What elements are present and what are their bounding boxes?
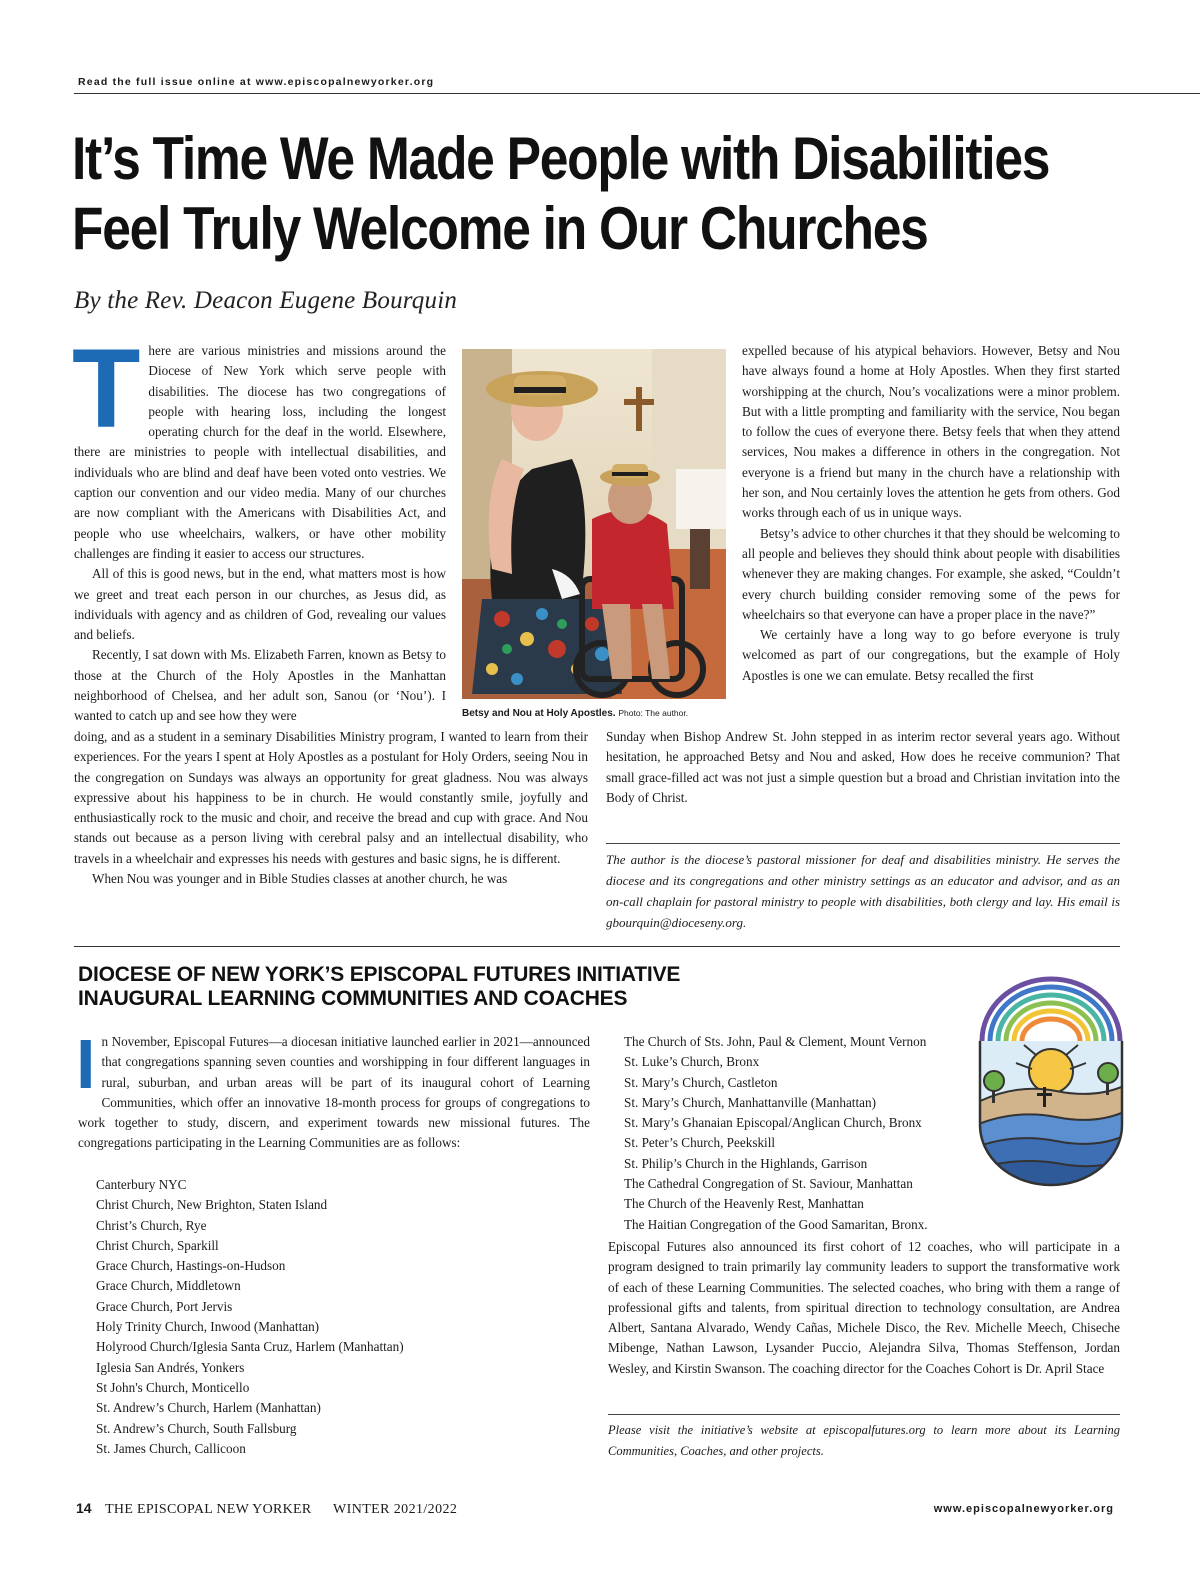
top-line: Read the full issue online at www.episcopalnewyorker.org <box>78 76 435 88</box>
list-item: Iglesia San Andrés, Yonkers <box>96 1359 245 1375</box>
section-drop-cap: I <box>76 1025 96 1103</box>
article-photo <box>462 349 726 699</box>
list-item: Canterbury NYC <box>96 1177 187 1192</box>
list-item: St John's Church, Monticello <box>96 1379 250 1395</box>
article-paragraph-5: expelled because of his atypical behaviors. However, Betsy and Nou have always found a home at Holy Apostles. When they first started worshipping at the church, Nou’s vocalizations were a minor problem. But with a little prompting and familiarity with the service, Nou began to follow the cues of everyone there. Betsy feels that when they attend services, Nou makes a difference in others in the congregation. Not everyone is a friend but many in the church have a relationship with her son, and Nou certainly loves the attention he gets from others. God works through each of us in unique ways. <box>742 343 1120 521</box>
congregation-list-left <box>96 1175 404 1459</box>
photo-betsy-and-nou <box>462 349 726 699</box>
list-item: St. James Church, Callicoon <box>96 1440 246 1456</box>
list-item: Christ’s Church, Rye <box>96 1217 207 1233</box>
section-title-line-1: DIOCESE OF NEW YORK’S EPISCOPAL FUTURES INITIATIVE <box>78 963 681 986</box>
article-column-right-wide <box>606 727 1120 808</box>
section-title <box>78 963 680 1011</box>
episcopal-futures-logo <box>976 975 1126 1187</box>
article-paragraph-2: All of this is good news, but in the end, what matters most is how we greet and treat each person in our churches, as Jesus did, as individuals with agency and as children of God, revealing our values and beliefs. <box>74 566 446 643</box>
section-title-line-2: INAUGURAL LEARNING COMMUNITIES AND COACHES <box>78 987 628 1010</box>
visit-note-divider <box>608 1414 1120 1415</box>
coaches-paragraph <box>608 1237 1120 1379</box>
headline-line-2: Feel Truly Welcome in Our Churches <box>72 195 928 262</box>
list-item: The Church of Sts. John, Paul & Clement, Mount Vernon <box>624 1034 927 1049</box>
list-item: Christ Church, Sparkill <box>96 1237 219 1253</box>
drop-cap: T <box>72 326 141 451</box>
list-item: St. Peter’s Church, Peekskill <box>624 1135 776 1151</box>
list-item: The Cathedral Congregation of St. Saviour, Manhattan <box>624 1176 913 1192</box>
list-item: The Church of the Heavenly Rest, Manhattan <box>624 1196 864 1212</box>
list-item: Grace Church, Hastings-on-Hudson <box>96 1258 286 1274</box>
author-note-divider <box>606 843 1120 844</box>
article-paragraph-4: When Nou was younger and in Bible Studies classes at another church, he was <box>92 871 508 887</box>
article-paragraph-7-cont: Sunday when Bishop Andrew St. John stepped in as interim rector several years ago. Without hesitation, he approached Betsy and Nou and asked, How does he receive communion? That small grace-filled act was not just a simple question but a broad and Christian invitation into the Body of Christ. <box>606 729 1120 805</box>
list-item: Holyrood Church/Iglesia Santa Cruz, Harlem (Manhattan) <box>96 1339 404 1355</box>
headline <box>72 124 1050 264</box>
list-item: St. Andrew’s Church, Harlem (Manhattan) <box>96 1400 321 1416</box>
article-paragraph-3: Recently, I sat down with Ms. Elizabeth Farren, known as Betsy to those at the Church of the Holy Apostles in the Manhattan neighborhood of Chelsea, and her adult son, Sanou (or ‘Nou’). I wanted to catch up and see how they were <box>74 647 446 724</box>
page-number: 14 <box>76 1500 92 1516</box>
headline-line-1: It’s Time We Made People with Disabilities <box>72 125 1050 192</box>
article-paragraph-6: Betsy’s advice to other churches it that they should be welcoming to all people and believes they should think about people with disabilities whenever they are making changes. For example, she asked, “Couldn’t every church building consider removing some of the pews for wheelchairs so that everyone can have a proper place in the nave?” <box>742 525 1121 622</box>
list-item: St. Andrew’s Church, South Fallsburg <box>96 1420 297 1436</box>
rainbow-sun-church-icon <box>976 975 1126 1187</box>
section-intro <box>76 1025 590 1154</box>
list-item: St. Mary’s Church, Manhattanville (Manhattan) <box>624 1094 876 1110</box>
issue-label: WINTER 2021/2022 <box>333 1502 458 1517</box>
list-item: St. Mary’s Ghanaian Episcopal/Anglican Church, Bronx <box>624 1115 922 1131</box>
footer-website: www.episcopalnewyorker.org <box>933 1503 1114 1515</box>
photo-credit: Photo: The author. <box>618 708 689 718</box>
article-paragraph-1: There are various ministries and missions around the Diocese of New York which serve people with disabilities. The diocese has two congregations of people with hearing loss, including the longest operating church for the deaf in the world. Elsewhere, there are ministries to people with intellectual disabilities, and individuals who are blind and deaf have been voted onto vestries. We caption our convention and our video media. Many of our churches are now compliant with the Americans with Disabilities Act, and people who use wheelchairs, walkers, or have other mobility challenges are finding it easier to access our structures. <box>72 326 446 561</box>
article-paragraph-3-cont: doing, and as a student in a seminary Disabilities Ministry program, I wanted to learn from their experiences. For the years I spent at Holy Apostles as a postulant for Holy Orders, seeing Nou in the congregation on Sundays was always an opportunity for great gladness. Nou was always expressive about his happiness to be in church. He would constantly smile, joyfully and enthusiastically rock to the music and choir, and receive the bread and cup with grace. And Nou stands out because as a person living with cerebral palsy and an intellectual disability, who travels in a wheelchair and expresses his needs with gestures and basic signs, he is different. <box>74 729 588 866</box>
footer-left <box>76 1500 457 1518</box>
article-column-right <box>742 341 1120 686</box>
list-item: The Haitian Congregation of the Good Samaritan, Bronx. <box>624 1216 928 1232</box>
article-column-left-wide <box>74 727 588 889</box>
list-item: Grace Church, Port Jervis <box>96 1298 233 1314</box>
list-item: St. Mary’s Church, Castleton <box>624 1074 778 1090</box>
coaches-text: Episcopal Futures also announced its first cohort of 12 coaches, who will participate in a program designed to train primarily lay community leaders to support the transformative work of each of these Learning Communities. The selected coaches, who bring with them a range of professional gifts and talents, from spiritual direction to technology consultation, are Andrea Albert, Santana Alvarado, Wendy Cañas, Michele Disco, the Rev. Michelle Meech, Chiseche Mibenge, Nathan Lawson, Lysander Puccio, Alejandra Silva, Thomas Steffenson, Jordan Wesley, and Kirstin Swanson. The coaching director for the Coaches Cohort is Dr. April Stace <box>608 1239 1120 1376</box>
top-divider <box>74 93 1200 94</box>
photo-caption <box>462 708 688 719</box>
list-item: Christ Church, New Brighton, Staten Island <box>96 1197 328 1213</box>
section-intro-paragraph: In November, Episcopal Futures—a diocesan initiative launched earlier in 2021—announced that congregations spanning seven counties and worshipping in four different languages in rural, suburban, and urban areas will be part of its inaugural cohort of Learning Communities, which offer an innovative 18-month process for groups of congregations to work together to study, discern, and experiment towards new missional futures. The congregations participating in the Learning Communities are as follows: <box>76 1025 590 1151</box>
article-paragraph-7: We certainly have a long way to go before everyone is truly welcomed as part of our congregations, but the example of Holy Apostles is one we can emulate. Betsy recalled the first <box>742 627 1120 683</box>
author-note: The author is the diocese’s pastoral missioner for deaf and disabilities ministry. He serves the diocese and its congregations and other ministry settings as an educator and advisor, and as an on-call chaplain for pastoral ministry to people with disabilities, both clergy and lay. His email is gbourquin@dioceseny.org. <box>606 852 1120 930</box>
list-item: St. Philip’s Church in the Highlands, Garrison <box>624 1155 868 1171</box>
publication-name: THE EPISCOPAL NEW YORKER <box>105 1502 312 1517</box>
list-item: Holy Trinity Church, Inwood (Manhattan) <box>96 1319 320 1335</box>
list-item: Grace Church, Middletown <box>96 1278 241 1294</box>
article-column-left <box>72 326 446 727</box>
photo-caption-title: Betsy and Nou at Holy Apostles. <box>462 708 616 719</box>
visit-note: Please visit the initiative’s website at episcopalfutures.org to learn more about its Learning Communities, Coaches, and other projects. <box>608 1423 1120 1458</box>
byline: By the Rev. Deacon Eugene Bourquin <box>74 287 458 314</box>
list-item: St. Luke’s Church, Bronx <box>624 1054 760 1070</box>
section-divider <box>74 946 1120 947</box>
congregation-list-right <box>624 1032 928 1235</box>
